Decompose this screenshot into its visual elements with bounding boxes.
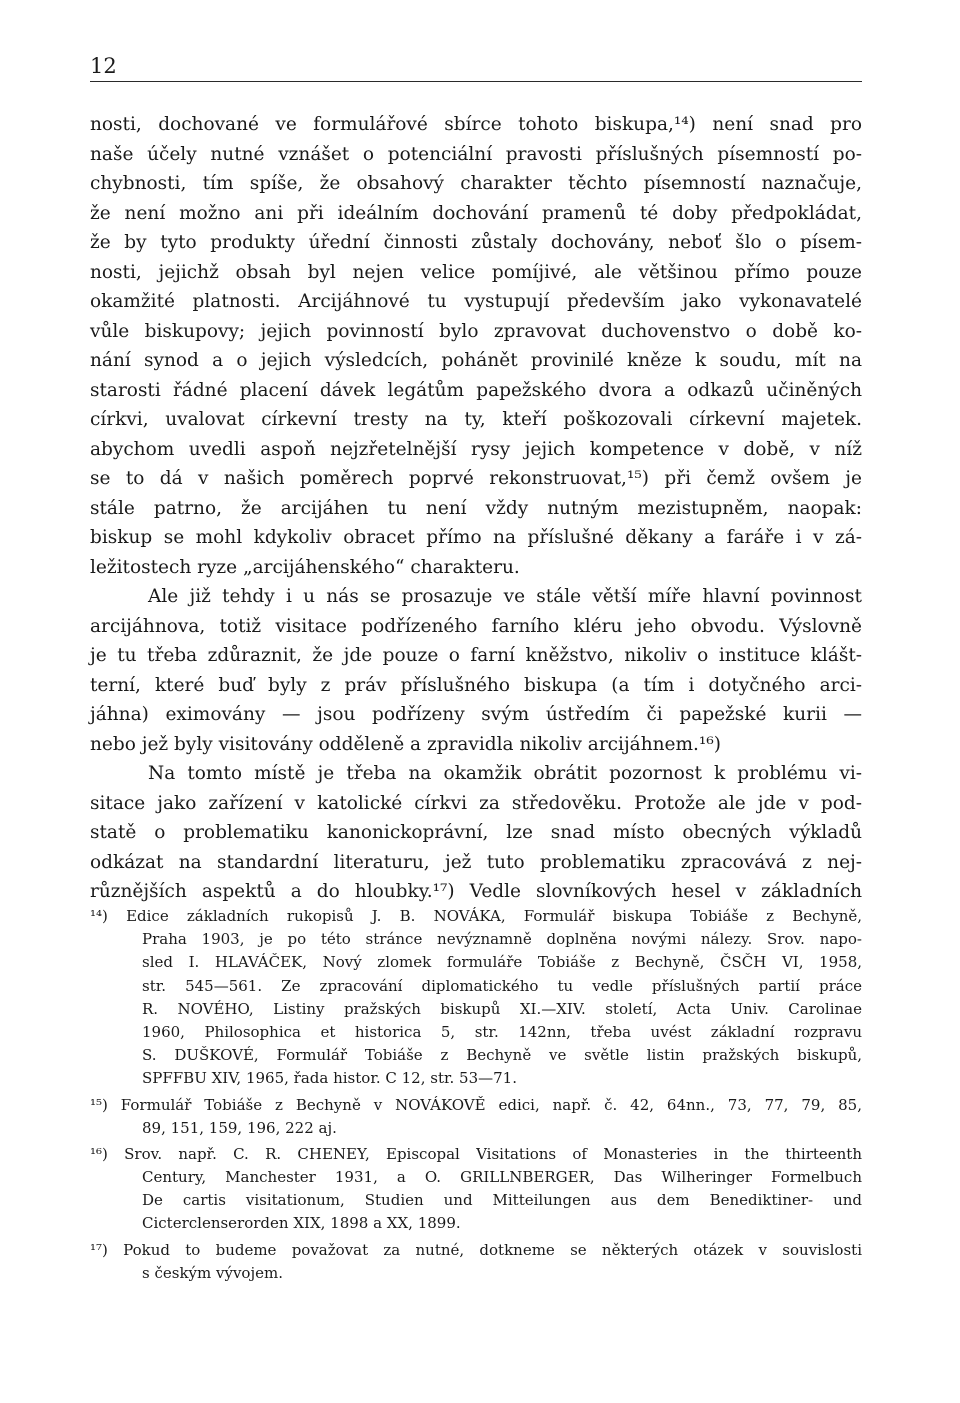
body-line: je tu třeba zdůraznit, že jde pouze o farní kněžstvo, nikoliv o instituce klášt- — [90, 645, 862, 666]
body-line: arcijáhnova, totiž visitace podřízeného farního kléru jeho obvodu. Výslovně — [90, 615, 862, 637]
body-line: naše účely nutné vznášet o potenciální pravosti příslušných písemností po- — [90, 143, 862, 165]
footnotes — [90, 905, 862, 1285]
body-line: starosti řádné placení dávek legátům papežského dvora a odkazů učiněných — [90, 379, 862, 401]
footnote-line: Praha 1903, je po této stránce nevýznamně doplněna novými nálezy. Srov. napo- — [142, 930, 862, 949]
body-line: nebo jež byly visitovány odděleně a zpravidla nikoliv arcijáhnem.¹⁶) — [90, 733, 721, 755]
body-line: různějších aspektů a do hloubky.¹⁷) Vedle slovníkových hesel v základních — [90, 881, 862, 902]
footnote-line: s českým vývojem. — [142, 1263, 283, 1282]
footnote-line: sled I. HLAVÁČEK, Nový zlomek formuláře Tobiáše z Bechyně, ČSČH VI, 1958, — [142, 953, 862, 972]
body-line: okamžité platnosti. Arcijáhnové tu vystupují především jako vykonavatelé — [90, 291, 862, 312]
page-number: 12 — [90, 54, 117, 78]
footnote-17 — [90, 1239, 862, 1285]
header-rule — [90, 81, 862, 82]
body-line: že není možno ani při ideálním dochování pramenů té doby předpokládat, — [90, 202, 862, 224]
footnote-line: ¹⁴) Edice základních rukopisů J. B. NOVÁKA, Formulář biskupa Tobiáše z Bechyně, — [90, 907, 862, 925]
footnote-line: S. DUŠKOVÉ, Formulář Tobiáše z Bechyně ve světle listin pražských biskupů, — [142, 1046, 862, 1065]
body-line: odkázat na standardní literaturu, jež tuto problematiku zpracovává z nej- — [90, 851, 862, 873]
body-line: chybnosti, tím spíše, že obsahový charakter těchto písemností naznačuje, — [90, 173, 862, 194]
footnote-line: Cicterclenserorden XIX, 1898 a XX, 1899. — [142, 1214, 461, 1233]
body-line: ležitostech ryze „arcijáhenského“ charakteru. — [90, 556, 520, 578]
body-line: jáhna) eximovány — jsou podřízeny svým ústředím či papežské kurii — — [90, 704, 862, 725]
body-line: Ale již tehdy i u nás se prosazuje ve stále větší míře hlavní povinnost — [148, 586, 862, 607]
footnote-16 — [90, 1143, 862, 1236]
footnote-line: SPFFBU XIV, 1965, řada histor. C 12, str. 53—71. — [142, 1069, 517, 1088]
body-line: se to dá v našich poměrech poprvé rekonstruovat,¹⁵) při čemž ovšem je — [90, 468, 862, 489]
footnote-line: Century, Manchester 1931, a O. GRILLNBERGER, Das Wilheringer Formelbuch — [142, 1168, 862, 1187]
footnote-line: ¹⁶) Srov. např. C. R. CHENEY, Episcopal Visitations of Monasteries in the thirteenth — [90, 1144, 862, 1163]
body-line: církvi, uvalovat církevní tresty na ty, kteří poškozovali církevní majetek. — [90, 409, 862, 430]
body-line: statě o problematiku kanonickoprávní, lze snad místo obecných výkladů — [90, 822, 862, 843]
footnote-line: str. 545—561. Ze zpracování diplomatického tu vedle příslušných partií práce — [142, 976, 862, 995]
footnote-line: ¹⁵) Formulář Tobiáše z Bechyně v NOVÁKOVĚ edici, např. č. 42, 64nn., 73, 77, 79, 85, — [90, 1095, 862, 1114]
body-line: stále patrno, že arcijáhen tu není vždy nutným mezistupněm, naopak: — [90, 497, 862, 519]
footnote-line: 89, 151, 159, 196, 222 aj. — [142, 1118, 337, 1137]
body-line: terní, které buď byly z práv příslušného biskupa (a tím i dotyčného arci- — [90, 674, 862, 696]
body-line: vůle biskupovy; jejich povinností bylo zpravovat duchovenstvo o době ko- — [90, 320, 862, 342]
footnote-line: De cartis visitationum, Studien und Mitteilungen aus dem Benediktiner- und — [142, 1191, 862, 1210]
footnote-14 — [90, 905, 862, 1091]
body-line: biskup se mohl kdykoliv obracet přímo na příslušné děkany a faráře i v zá- — [90, 527, 862, 548]
footnote-line: ¹⁷) Pokud to budeme považovat za nutné, dotkneme se některých otázek v souvislosti — [90, 1240, 862, 1259]
body-line: abychom uvedli aspoň nejzřetelnější rysy jejich kompetence v době, v níž — [90, 438, 862, 460]
body-line: že by tyto produkty úřední činnosti zůstaly dochovány, neboť šlo o písem- — [90, 232, 862, 253]
body-line: Na tomto místě je třeba na okamžik obrátit pozornost k problému vi- — [148, 763, 862, 784]
body-line: nosti, dochované ve formulářové sbírce tohoto biskupa,¹⁴) není snad pro — [90, 114, 862, 135]
body-text — [90, 110, 862, 907]
body-line: nání synod a o jejich výsledcích, pohánět provinilé kněze k soudu, mít na — [90, 350, 862, 371]
footnote-line: 1960, Philosophica et historica 5, str. 142nn, třeba uvést základní rozpravu — [142, 1022, 862, 1041]
footnote-line: R. NOVÉHO, Listiny pražských biskupů XI.—XIV. století, Acta Univ. Carolinae — [142, 999, 862, 1018]
body-line: sitace jako zařízení v katolické církvi za středověku. Protože ale jde v pod- — [90, 792, 862, 814]
body-line: nosti, jejichž obsah byl nejen velice pomíjivé, ale většinou přímo pouze — [90, 261, 862, 283]
footnote-15 — [90, 1094, 862, 1140]
